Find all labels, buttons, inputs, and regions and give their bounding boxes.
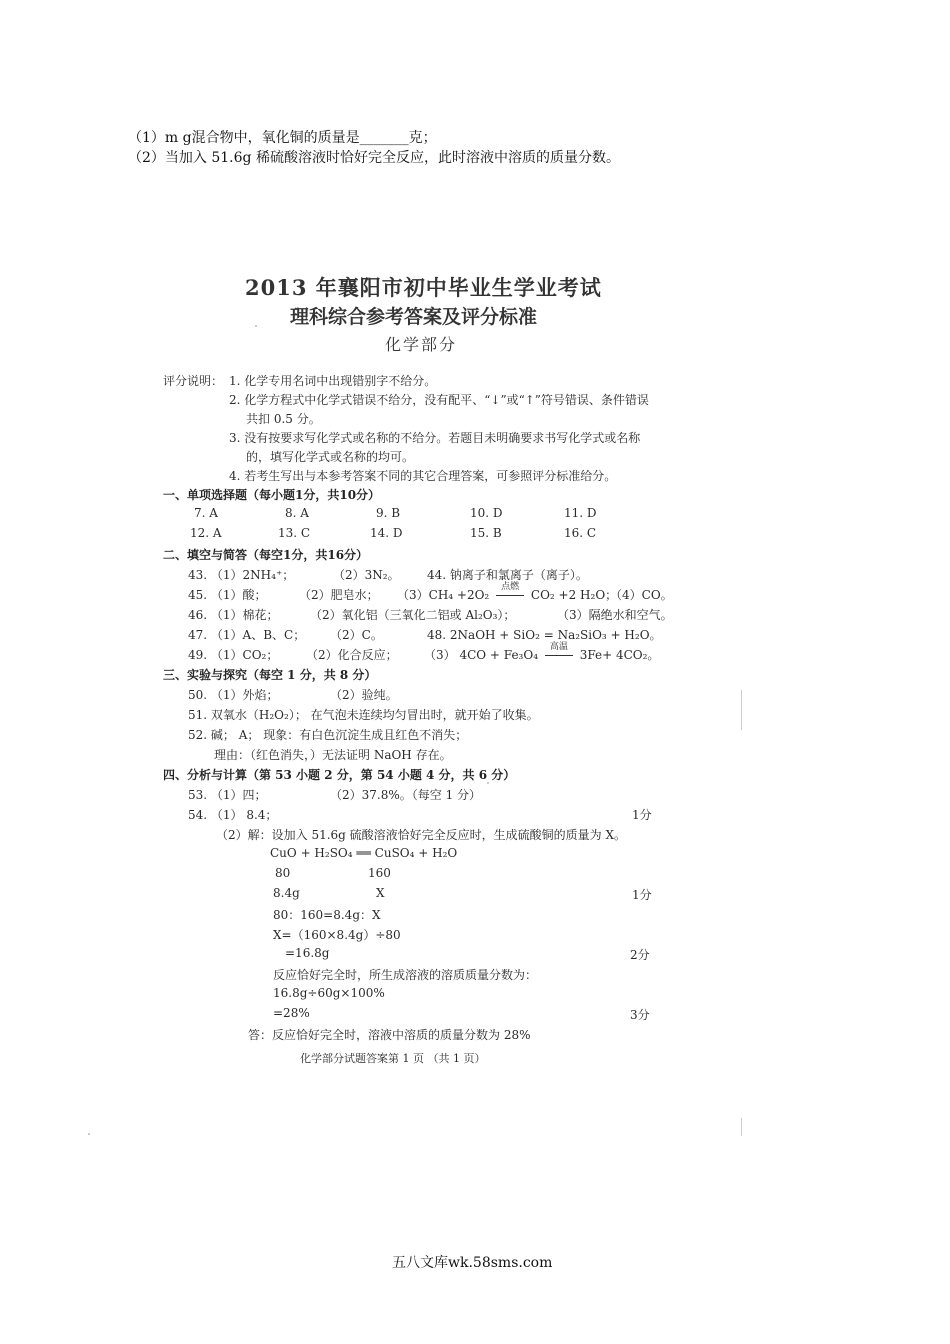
answer-54-2: （2）解：设加入 51.6g 硫酸溶液恰好完全反应时，生成硫酸铜的质量为 X。 [216, 828, 627, 842]
answer-49-1: 49. （1）CO₂； [188, 648, 279, 662]
ratio: 80：160=8.4g：X [273, 908, 381, 922]
molar-mass-cuo: 80 [275, 866, 291, 880]
molar-mass-cuso4: 160 [368, 866, 391, 880]
answer-12: 12. A [190, 526, 222, 540]
mass-x: X [376, 886, 385, 900]
answer-15: 15. B [470, 526, 502, 540]
points-step-3: 3分 [630, 1008, 650, 1022]
notes-label: 评分说明： [163, 374, 224, 388]
scan-edge-mark [741, 1118, 742, 1136]
answer-7: 7. A [194, 506, 218, 520]
note-1: 1. 化学专用名词中出现错别字不给分。 [229, 374, 437, 388]
condition-arrow: 点燃 [493, 588, 527, 602]
answer-10: 10. D [470, 506, 503, 520]
answer-48: 48. 2NaOH + SiO₂ = Na₂SiO₃ + H₂O。 [427, 628, 662, 642]
answer-9: 9. B [376, 506, 401, 520]
answer-14: 14. D [370, 526, 403, 540]
answer-47-1: 47. （1）A、B、C； [188, 628, 306, 642]
mass-cuo: 8.4g [273, 886, 300, 900]
question-1: （1）m g混合物中，氧化铜的质量是_______克； [128, 130, 437, 146]
answer-45-3: （3）CH₄ +2O₂ 点燃 CO₂ +2 H₂O； [397, 582, 618, 602]
answer-8: 8. A [285, 506, 309, 520]
answer-46-1: 46. （1）棉花； [188, 608, 279, 622]
answer-43-2: （2）3N₂。 [333, 568, 400, 582]
final-answer: 答：反应恰好完全时，溶液中溶质的质量分数为 28% [248, 1028, 531, 1042]
note-4: 4. 若考生写出与本参考答案不同的其它合理答案，可参照评分标准给分。 [229, 469, 617, 483]
note-3-cont: 的，填写化学式或名称的均可。 [246, 450, 415, 464]
section-4-heading: 四、分析与计算（第 53 小题 2 分，第 54 小题 4 分，共 6 分） [163, 768, 516, 782]
scan-speck [255, 325, 257, 327]
answer-45-4: （4）CO。 [610, 588, 673, 602]
points-step-1: 1分 [632, 888, 652, 902]
answer-46-2: （2）氧化铝（三氧化二铝或 Al₂O₃）； [310, 608, 516, 622]
fraction-text: 反应恰好完全时，所生成溶液的溶质质量分数为： [273, 968, 538, 982]
note-2: 2. 化学方程式中化学式错误不给分，没有配平、“↓”或“↑”符号错误、条件错误 [229, 393, 649, 407]
note-2-cont: 共扣 0.5 分。 [246, 412, 321, 426]
answer-50-2: （2）验纯。 [330, 688, 398, 702]
answer-46-3: （3）隔绝水和空气。 [557, 608, 673, 622]
note-3: 3. 没有按要求写化学式或名称的不给分。若题目未明确要求书写化学式或名称 [229, 431, 641, 445]
answer-52: 52. 碱； A； 现象：有白色沉淀生成且红色不消失； [188, 728, 468, 742]
points-54-1: 1分 [632, 808, 652, 822]
section-2-heading: 二、填空与简答（每空1分，共16分） [163, 548, 369, 562]
condition-arrow: 高温 [542, 648, 576, 662]
equation: CuO + H₂SO₄ ══ CuSO₄ + H₂O [270, 846, 458, 860]
scan-speck [88, 1133, 90, 1135]
answer-53-1: 53. （1）四； [188, 788, 267, 802]
answer-49-2: （2）化合反应； [306, 648, 398, 662]
fraction-expression: 16.8g÷60g×100% [273, 986, 385, 1000]
site-watermark: 五八文库wk.58sms.com [392, 1255, 553, 1271]
answer-49-3: （3） 4CO + Fe₃O₄ 高温 3Fe+ 4CO₂。 [424, 642, 660, 662]
points-step-2: 2分 [630, 948, 650, 962]
scan-speck [487, 782, 489, 784]
answer-44: 44. 钠离子和氯离子（离子）。 [427, 568, 588, 582]
section-1-heading: 一、单项选择题（每小题1分，共10分） [163, 488, 381, 502]
answer-47-2: （2）C。 [330, 628, 383, 642]
scan-edge-mark [741, 690, 742, 730]
answer-45-1: 45. （1）酸； [188, 588, 267, 602]
sheet-section-title: 化学部分 [385, 335, 458, 354]
answer-54-1: 54. （1） 8.4； [188, 808, 278, 822]
x-expression: X=（160×8.4g）÷80 [273, 928, 401, 942]
answer-16: 16. C [564, 526, 597, 540]
section-3-heading: 三、实验与探究（每空 1 分，共 8 分） [163, 668, 377, 682]
sheet-subtitle: 理科综合参考答案及评分标准 [290, 306, 538, 328]
answer-50-1: 50. （1）外焰； [188, 688, 279, 702]
answer-11: 11. D [564, 506, 597, 520]
fraction-value: =28% [273, 1006, 310, 1020]
answer-45-2: （2）肥皂水； [299, 588, 379, 602]
sheet-page-footer: 化学部分试题答案第 1 页 （共 1 页） [300, 1052, 486, 1065]
answer-13: 13. C [278, 526, 311, 540]
answer-52-reason: 理由：（红色消失，）无法证明 NaOH 存在。 [214, 748, 452, 762]
answer-53-2: （2）37.8%。（每空 1 分） [330, 788, 482, 802]
answer-51: 51. 双氧水（H₂O₂）； 在气泡未连续均匀冒出时，就开始了收集。 [188, 708, 539, 722]
answer-43-1: 43. （1）2NH₄⁺； [188, 568, 295, 582]
x-value: =16.8g [285, 946, 330, 960]
question-2: （2）当加入 51.6g 稀硫酸溶液时恰好完全反应，此时溶液中溶质的质量分数。 [128, 150, 620, 166]
sheet-title: 2013 年襄阳市初中毕业生学业考试 [245, 275, 602, 300]
